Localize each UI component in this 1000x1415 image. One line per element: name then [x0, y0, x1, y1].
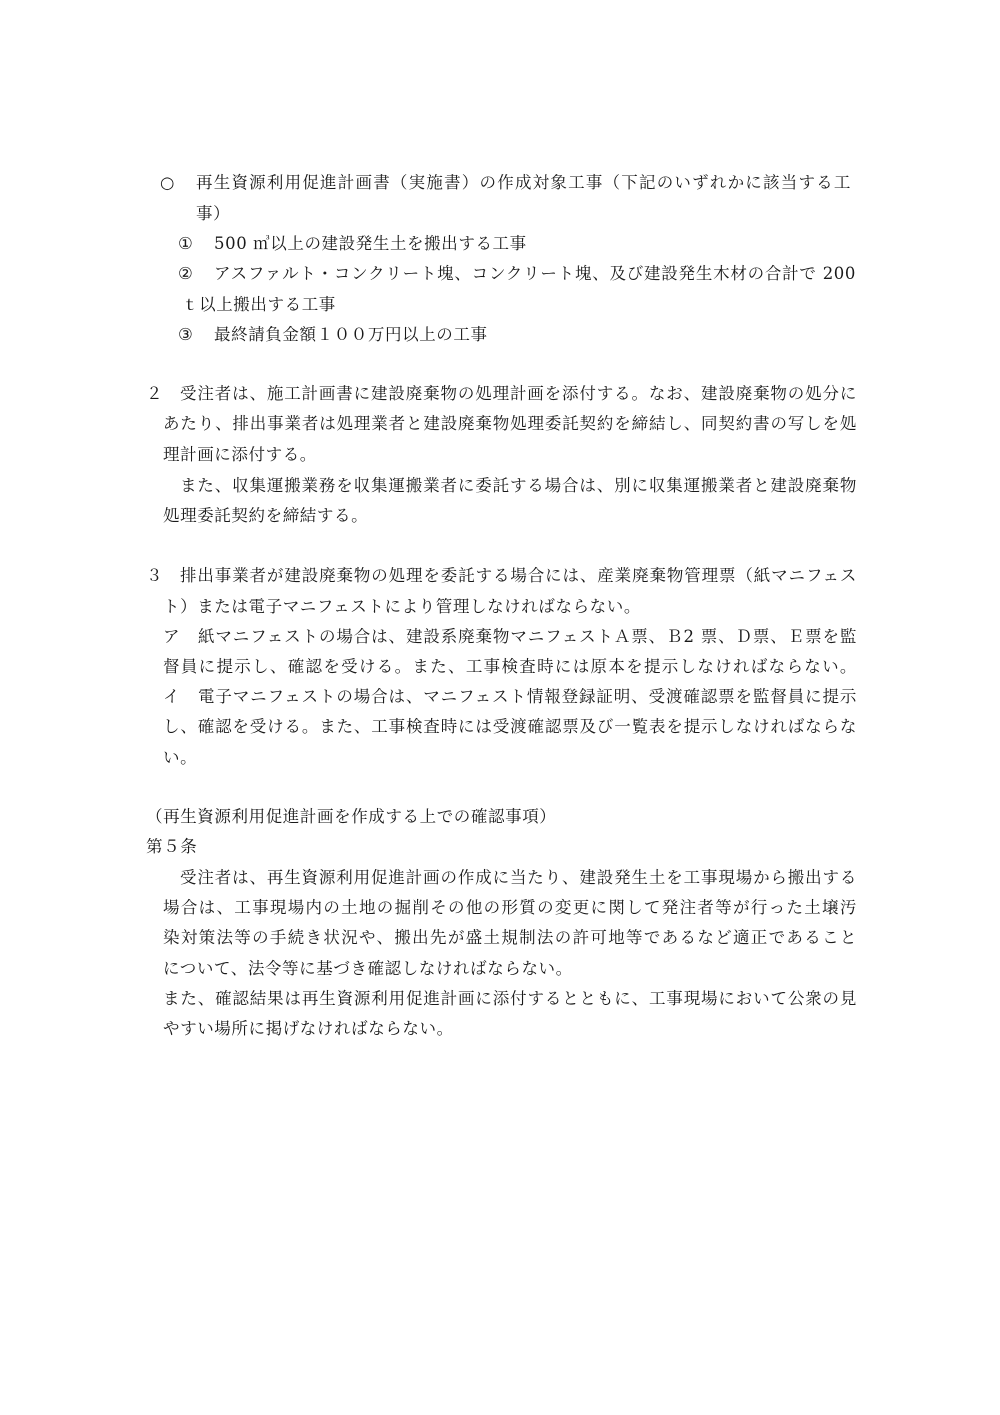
- item-marker-a: ア: [163, 627, 181, 646]
- paragraph-2-sub-line1: また、収集運搬業務を収集運搬業者に委託する場合は、別に収集運搬業者と建設廃棄物: [180, 476, 857, 495]
- paragraph-3-line1: 排出事業者が建設廃棄物の処理を委託する場合には、産業廃棄物管理票（紙マニフェス: [180, 566, 857, 585]
- article-5-line5: また、確認結果は再生資源利用促進計画に添付するとともに、工事現場において公衆の見: [163, 989, 857, 1008]
- item-2-line2: ｔ以上搬出する工事: [182, 295, 336, 314]
- item-marker-2: ②: [178, 264, 194, 283]
- targets-heading-line2: 事）: [196, 204, 231, 223]
- item-marker-3: ③: [178, 325, 194, 344]
- article-5-line4: について、法令等に基づき確認しなければならない。: [163, 959, 573, 978]
- item-3-line1: 最終請負金額１００万円以上の工事: [214, 325, 488, 344]
- item-i-line1: 電子マニフェストの場合は、マニフェスト情報登録証明、受渡確認票を監督員に提示: [198, 687, 857, 706]
- bullet-circle: ○: [160, 173, 175, 192]
- item-marker-i: イ: [163, 687, 181, 706]
- item-i-line3: い。: [163, 748, 198, 767]
- targets-heading-line1: 再生資源利用促進計画書（実施書）の作成対象工事（下記のいずれかに該当する工: [196, 173, 851, 192]
- item-a-line1: 紙マニフェストの場合は、建設系廃棄物マニフェストＡ票、Ｂ2 票、Ｄ票、Ｅ票を監: [198, 627, 857, 646]
- article-5-line1: 受注者は、再生資源利用促進計画の作成に当たり、建設発生土を工事現場から搬出する: [180, 868, 857, 887]
- paragraph-2-line3: 理計画に添付する。: [163, 445, 317, 464]
- article-5-title: 第５条: [146, 837, 198, 856]
- item-marker-1: ①: [178, 234, 194, 253]
- article-5-line3: 染対策法等の手続き状況や、搬出先が盛土規制法の許可地等であるなど適正であること: [163, 928, 857, 947]
- paragraph-2-line2: あたり、排出事業者は処理業者と建設廃棄物処理委託契約を締結し、同契約書の写しを処: [163, 414, 857, 433]
- paragraph-3-line2: ト）または電子マニフェストにより管理しなければならない。: [163, 597, 641, 616]
- paragraph-2-number: ２: [146, 384, 164, 403]
- paragraph-2-sub-line2: 処理委託契約を締結する。: [163, 506, 369, 525]
- item-1-line1: 500 ㎥以上の建設発生土を搬出する工事: [214, 234, 527, 253]
- paragraph-3-number: ３: [146, 566, 164, 585]
- article-5-line2: 場合は、工事現場内の土地の掘削その他の形質の変更に関して発注者等が行った土壌汚: [163, 898, 857, 917]
- item-i-line2: し、確認を受ける。また、工事検査時には受渡確認票及び一覧表を提示しなければならな: [163, 717, 857, 736]
- item-2-line1: アスファルト・コンクリート塊、コンクリート塊、及び建設発生木材の合計で 200: [214, 264, 856, 283]
- article-5-line6: やすい場所に掲げなければならない。: [163, 1019, 454, 1038]
- item-a-line2: 督員に提示し、確認を受ける。また、工事検査時には原本を提示しなければならない。: [163, 657, 857, 676]
- article-5-caption: （再生資源利用促進計画を作成する上での確認事項）: [146, 807, 557, 826]
- paragraph-2-line1: 受注者は、施工計画書に建設廃棄物の処理計画を添付する。なお、建設廃棄物の処分に: [180, 384, 857, 403]
